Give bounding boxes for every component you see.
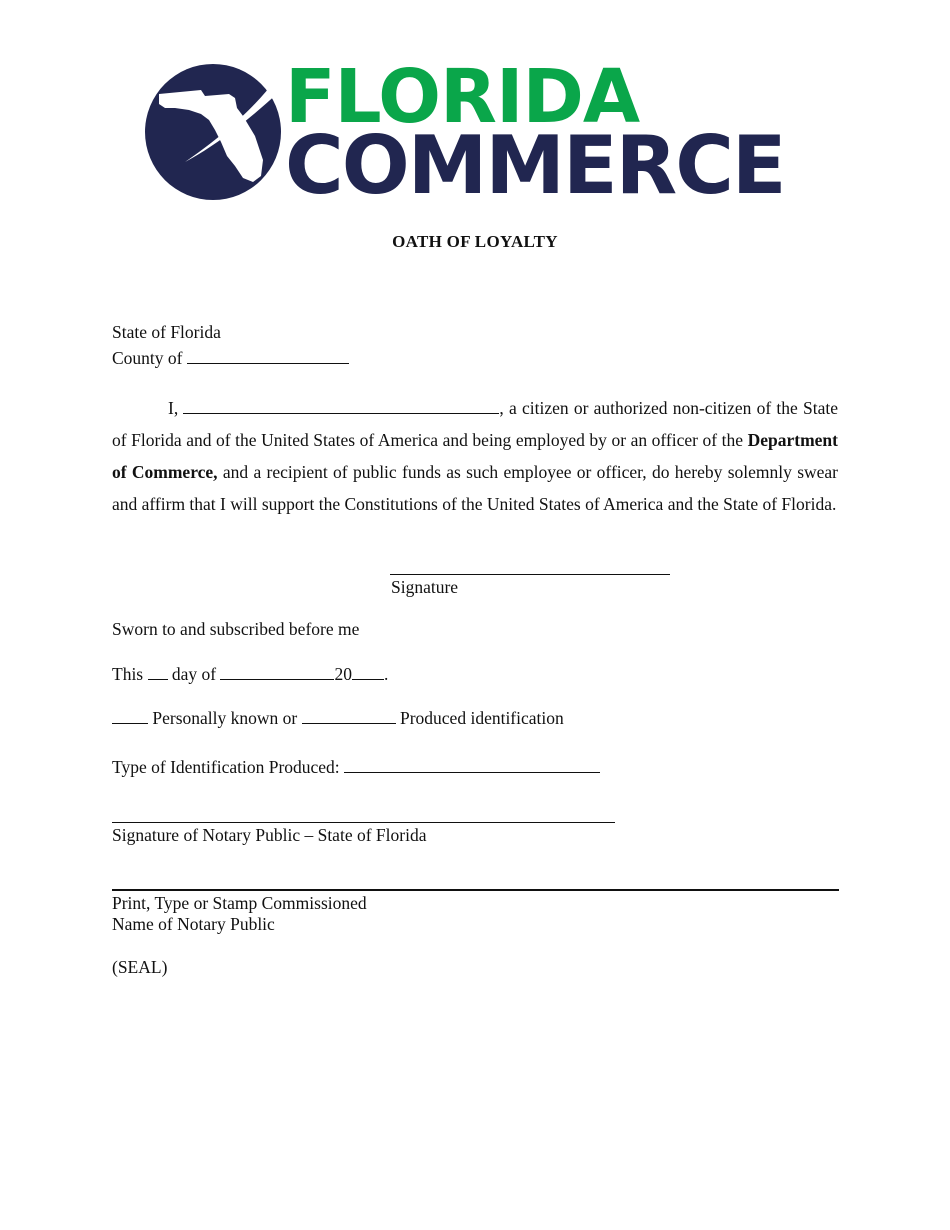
seal-label: (SEAL): [112, 957, 168, 977]
oath-paragraph: [112, 392, 838, 520]
year-field[interactable]: [352, 665, 384, 680]
logo-word-florida: FLORIDA: [285, 54, 640, 140]
venue-county: [112, 348, 349, 370]
florida-commerce-logo: [145, 54, 805, 212]
county-field[interactable]: [187, 349, 349, 364]
notary-signature-label: Signature of Notary Public – State of Florida: [112, 825, 427, 845]
id-type-label: Type of Identification Produced:: [112, 757, 340, 777]
date-line: [112, 664, 388, 686]
oath-text-1: , a citizen or authorized non-citizen of the State of Florida and of the United States of America and being employed by or an officer of the: [112, 398, 838, 450]
florida-globe-icon: [145, 64, 281, 200]
print-name-line1: Print, Type or Stamp Commissioned: [112, 893, 367, 913]
county-label: County of: [112, 348, 183, 368]
date-year-prefix: 20: [334, 664, 352, 684]
name-field[interactable]: [183, 399, 499, 414]
day-field[interactable]: [148, 665, 168, 680]
identification-line: [112, 708, 564, 730]
month-field[interactable]: [220, 665, 334, 680]
date-end: .: [383, 664, 389, 684]
notary-name-line[interactable]: [112, 889, 839, 891]
signature-label: Signature: [391, 577, 459, 597]
oath-prefix: I,: [168, 398, 179, 418]
produced-id-label: Produced identification: [399, 708, 564, 728]
department-name: Department of Commerce,: [112, 430, 838, 482]
oath-text-2: and a recipient of public funds as such employee or officer, do hereby solemnly swear and affirm that I will support the Constitutions of the United States of America and the State of Florida.: [112, 462, 838, 514]
notary-signature-line[interactable]: [112, 822, 615, 823]
id-type-line: [112, 757, 600, 779]
personally-known-label: Personally known or: [152, 708, 298, 728]
logo-word-commerce: COMMERCE: [285, 119, 785, 212]
personally-known-field[interactable]: [112, 709, 148, 724]
id-type-field[interactable]: [344, 758, 600, 773]
venue-state: State of Florida: [112, 322, 221, 342]
sworn-statement: Sworn to and subscribed before me: [112, 619, 360, 639]
signature-line[interactable]: [390, 574, 670, 575]
produced-id-field[interactable]: [302, 709, 396, 724]
date-this: This: [112, 664, 144, 684]
document-title: OATH OF LOYALTY: [392, 232, 558, 251]
print-name-line2: Name of Notary Public: [112, 914, 275, 934]
date-day-of: day of: [171, 664, 217, 684]
